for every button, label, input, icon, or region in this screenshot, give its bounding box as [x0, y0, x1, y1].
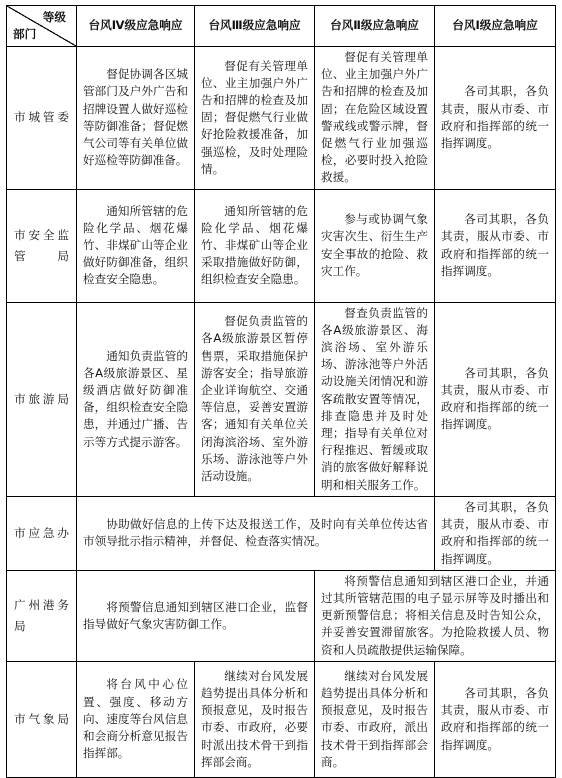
- level-4-cell: [77, 189, 195, 302]
- level-1-cell: [435, 661, 556, 777]
- cell-text: 各司其职，各负其责，服从市委、市政府和指挥部的统一指挥调度。: [441, 685, 549, 752]
- department-cell: 广州港务局: [7, 570, 77, 661]
- level-4-cell: [77, 302, 195, 496]
- typhoon-response-table: [6, 5, 556, 778]
- cell-text: 将台风中心位置、强度、移动方向、速度等台风信息和会商分析意见报告指挥部。: [83, 677, 188, 761]
- cell-text: 各司其职，各负其责，服从市委、市政府和指挥部的统一指挥调度。: [441, 499, 549, 566]
- level-2-cell: [315, 189, 435, 302]
- level-1-cell: [435, 496, 556, 570]
- header-row: [7, 6, 556, 47]
- table-row: [7, 661, 556, 777]
- department-cell: 市应急办: [7, 496, 77, 570]
- response-table-page: [6, 5, 556, 778]
- cell-text: 通知负责监管的各A级旅游景区、星级酒店做好防御准备，组织检查安全隐患，并通过广播、告示等方式提示游客。: [83, 348, 188, 449]
- level-3-cell: [195, 302, 315, 496]
- cell-text: 各司其职，各负其责，服从市委、市政府和指挥部的统一指挥调度。: [441, 212, 549, 278]
- cell-text: 将预警信息通知到辖区港口企业，并通过其所管辖范围的电子显示屏等及时播出和更新预警信息；将相关信息及时告知公众，并妥善安置滞留旅客。为抢险救援人员、物资和人员疏散提供运输保障。: [321, 573, 549, 657]
- levels-2-to-1-merged-cell: [315, 570, 556, 661]
- level-2-cell: [315, 47, 435, 190]
- level-4-header: 台风Ⅳ级应急响应: [77, 6, 195, 47]
- cell-text: 协助做好信息的上传下达及报送工作，及时向有关单位传达省市领导批示指示精神，并督促、检查落实情况。: [83, 517, 428, 549]
- cell-text: 通知所管辖的危险化学品、烟花爆竹、非煤矿山等企业采取措施做好防御，组织检查安全隐患。: [201, 203, 308, 287]
- table-row: [7, 47, 556, 190]
- cell-text: 督促有关管理单位、业主加强户外广告和招牌的检查及加固；在危险区域设置警戒线或警示牌，督促燃气行业加强巡检，必要时投入抢险救援。: [321, 50, 428, 185]
- cell-text: 继续对台风发展趋势提出具体分析和预报意见，及时报告市委、市政府，必要时派出技术骨干到指挥部会商。: [201, 668, 308, 769]
- level-2-cell: [315, 302, 435, 496]
- level-3-cell: [195, 189, 315, 302]
- cell-text: 参与或协调气象灾害次生、衍生生产安全事故的抢险、救灾工作。: [321, 212, 428, 278]
- department-cell: 市旅游局: [7, 302, 77, 496]
- level-4-cell: [77, 47, 195, 190]
- levels-4-to-2-merged-cell: [77, 496, 435, 570]
- level-3-header: 台风Ⅲ级应急响应: [195, 6, 315, 47]
- level-1-header: 台风Ⅰ级应急响应: [435, 6, 556, 47]
- table-row: [7, 189, 556, 302]
- department-corner-label: 部门: [13, 26, 37, 41]
- table-row: [7, 302, 556, 496]
- level-2-cell: [315, 661, 435, 777]
- cell-text: 继续对台风发展趋势提出具体分析和预报意见，及时报告市委、市政府，派出技术骨干到指挥部会商。: [321, 668, 428, 769]
- table-row: [7, 496, 556, 570]
- level-3-cell: [195, 661, 315, 777]
- level-2-header: 台风Ⅱ级应急响应: [315, 6, 435, 47]
- department-cell: 市气象局: [7, 661, 77, 777]
- cell-text: 督促负责监管的各A级旅游景区暂停售票，采取措施保护游客安全；指导旅游企业详询航空、交通等信息，妥善安置游客；通知有关单位关闭海滨浴场、室外游乐场、游泳池等户外活动设施。: [201, 314, 308, 484]
- table-row: [7, 570, 556, 661]
- level-1-cell: [435, 302, 556, 496]
- level-1-cell: [435, 189, 556, 302]
- diagonal-corner: [7, 6, 76, 46]
- department-cell: 市城管委: [7, 47, 77, 190]
- corner-header-cell: [7, 6, 77, 47]
- cell-text: 督促有关管理单位、业主加强户外广告和招牌的检查及加固；督促燃气行业做好抢险救援准备，加强巡检，及时处理险情。: [201, 58, 308, 176]
- cell-text: 督查负责监管的各A级旅游景区、海滨浴场、室外游乐场、游泳池等户外活动设施关闭情况和游客疏散安置等情况，排查隐患并及时处理；指导有关单位对行程推迟、暂缓或取消的旅客做好解释说明和相关服务工作。: [321, 305, 428, 492]
- cell-text: 通知所管辖的危险化学品、烟花爆竹、非煤矿山等企业做好防御准备，组织检查安全隐患。: [83, 203, 188, 287]
- department-cell: 市安全监管局: [7, 189, 77, 302]
- level-4-cell: [77, 661, 195, 777]
- cell-text: 将预警信息通知到辖区港口企业，监督指导做好气象灾害防御工作。: [83, 599, 308, 631]
- cell-text: 各司其职，各负其责，服从市委、市政府和指挥部的统一指挥调度。: [441, 84, 549, 151]
- level-3-cell: [195, 47, 315, 190]
- cell-text: 各司其职，各负其责，服从市委、市政府和指挥部的统一指挥调度。: [441, 365, 549, 432]
- cell-text: 督促协调各区城管部门及户外广告和招牌设置人做好巡检等防御准备；督促燃气公司等有关单位做好巡检等防御准备。: [83, 67, 188, 168]
- level-corner-label: 等级: [42, 10, 66, 24]
- levels-4-to-3-merged-cell: [77, 570, 315, 661]
- level-1-cell: [435, 47, 556, 190]
